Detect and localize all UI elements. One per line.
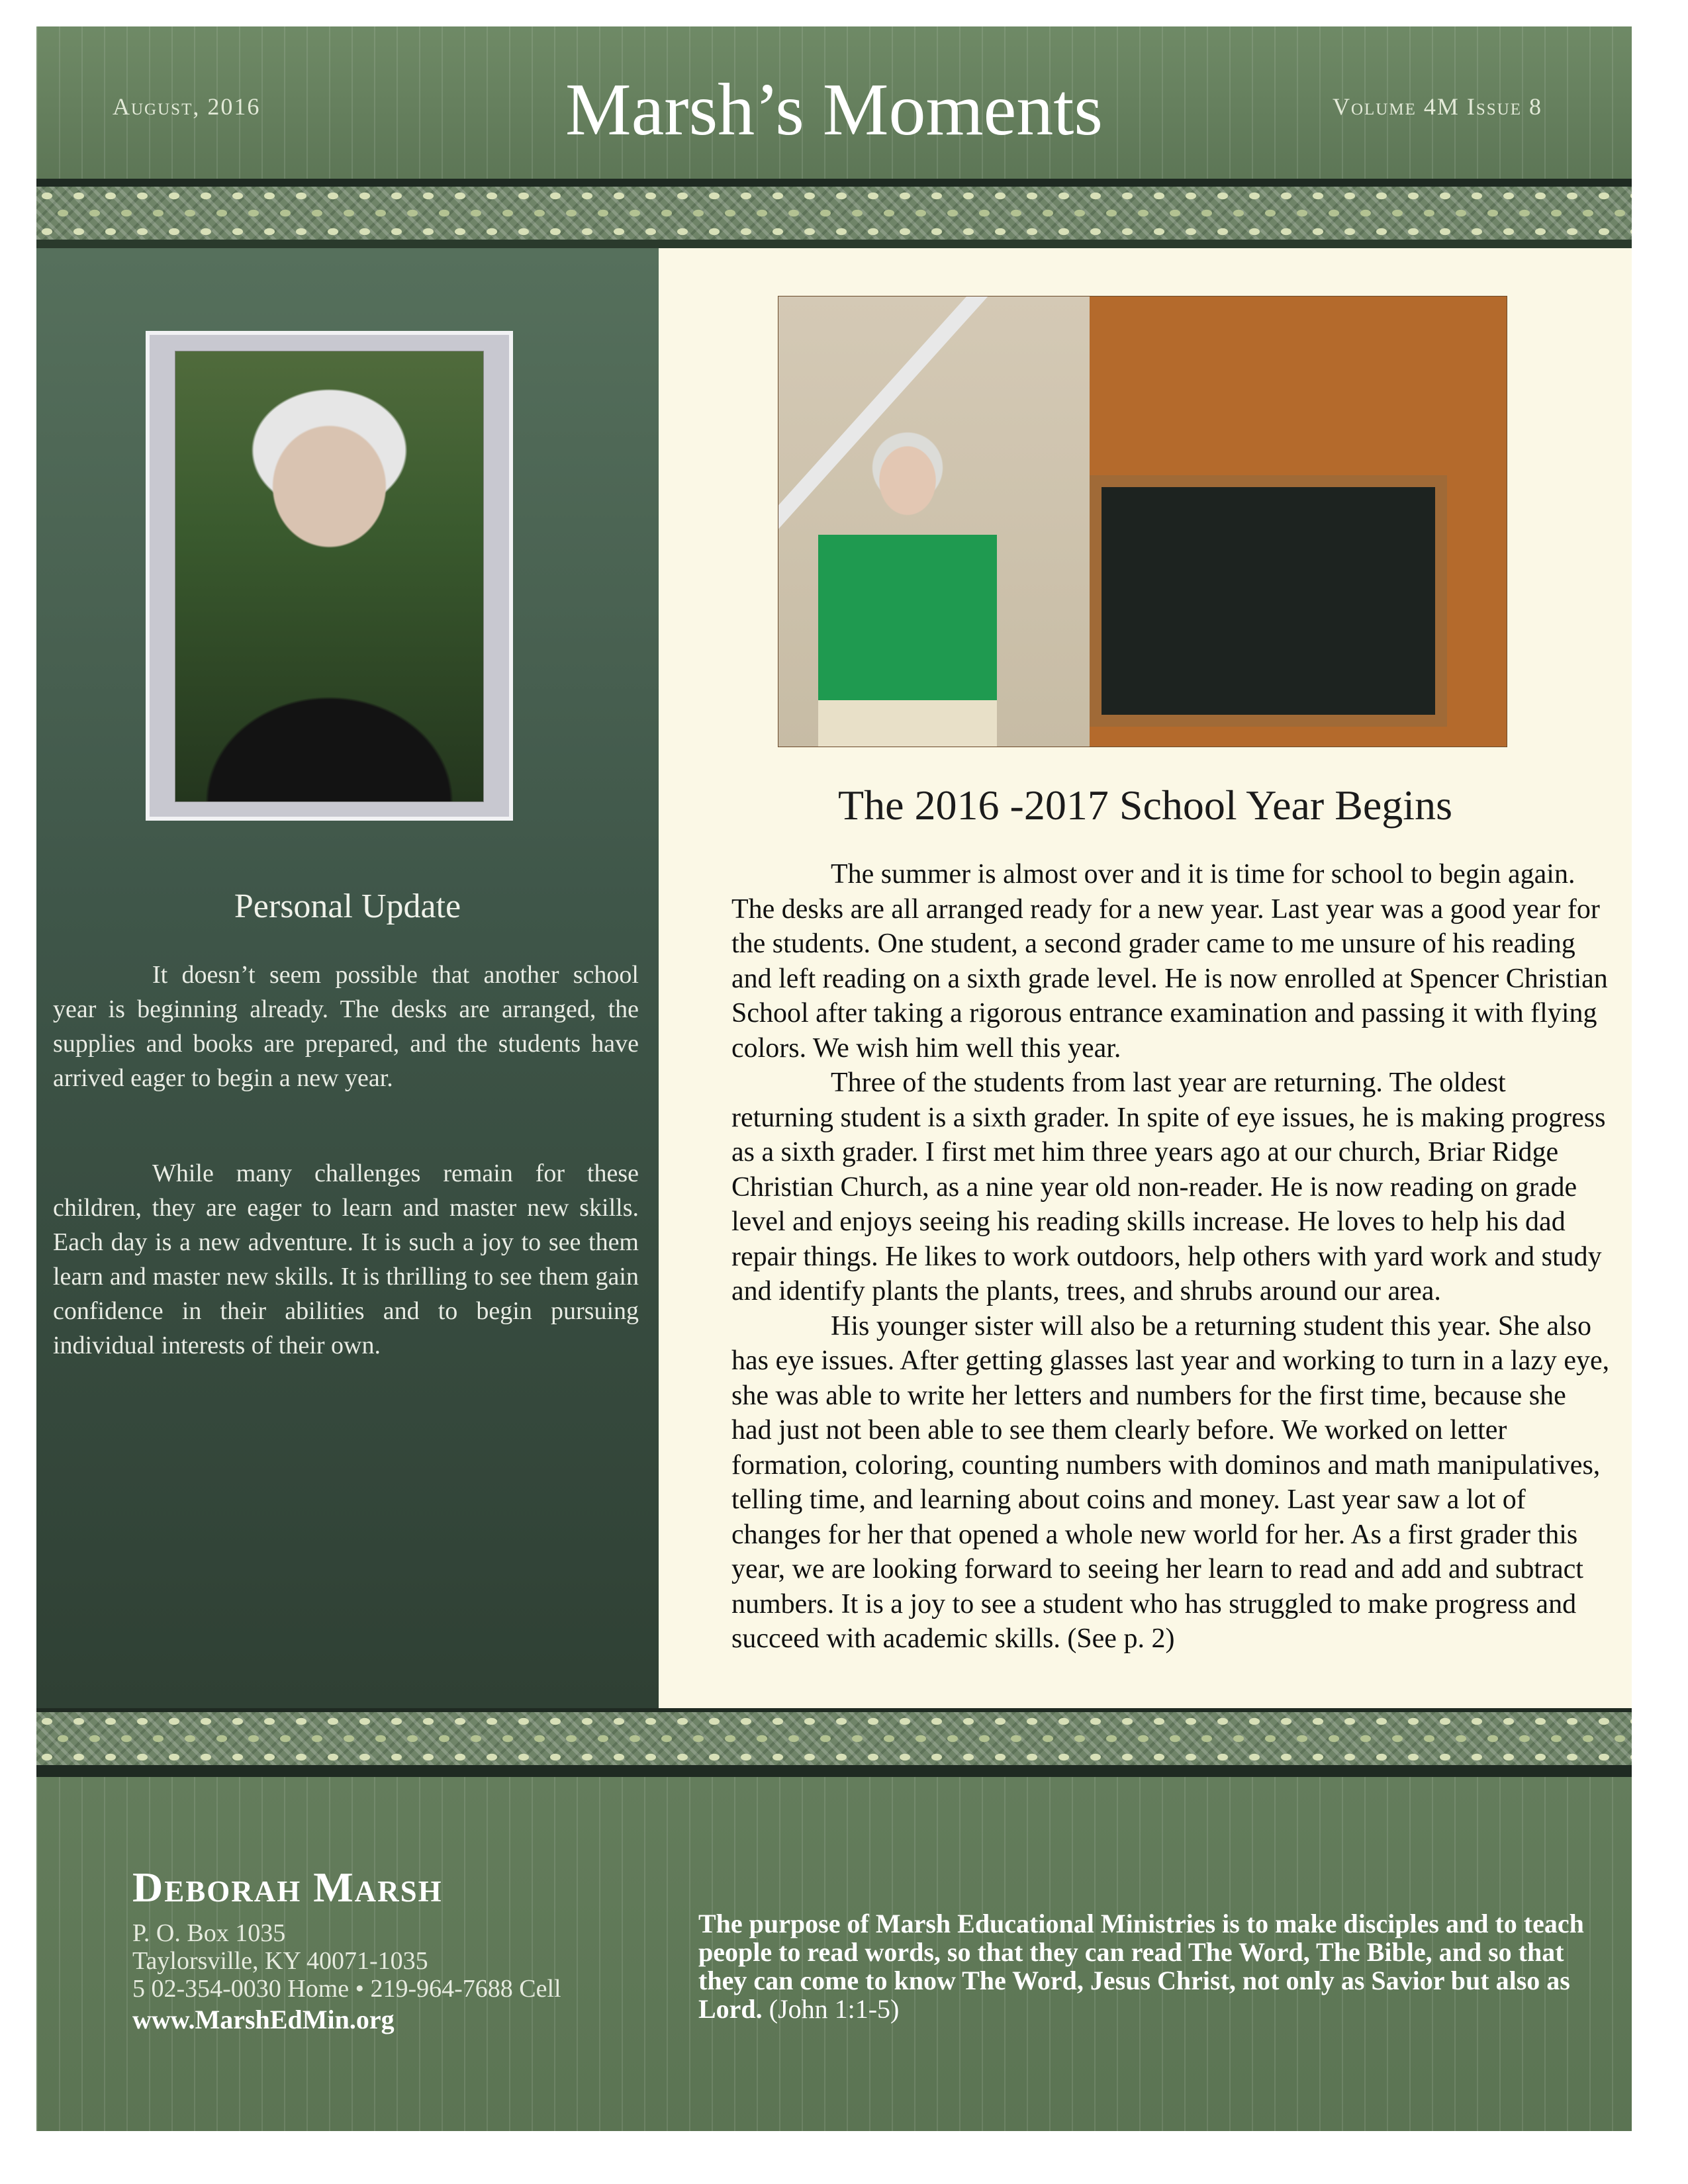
main-article bbox=[659, 248, 1632, 1708]
top-divider bbox=[36, 179, 1632, 187]
article-paragraph: Three of the students from last year are returning. The oldest returning student is a sixth grader. In spite of eye issues, he is making progress as a sixth grader. I first met him three years ago at our church, Briar Ridge Christian Church, as a nine year old non-reader. He is now reading on grade level and enjoys seeing his reading skills increase. He loves to help his dad repair things. He likes to work outdoors, help others with yard work and study and identify plants the plants, trees, and shrubs around our area. bbox=[731, 1068, 1606, 1306]
sidebar-paragraph: It doesn’t seem possible that another school year is beginning already. The desks are arranged, the supplies and books are prepared, and the students have arrived eager to begin a new year. bbox=[53, 961, 639, 1092]
contact-name: Deborah Marsh bbox=[132, 1864, 443, 1911]
bottom-divider-lower bbox=[36, 1765, 1632, 1777]
sidebar-paragraph: While many challenges remain for these children, they are eager to learn and master new skills. Each day is a new adventure. It is such a joy to see them learn and master new skills. It is thrilling to see them gain confidence in their abilities and to begin pursuing individual interests of their own. bbox=[53, 1160, 639, 1359]
newsletter-page bbox=[36, 26, 1632, 2131]
chalkboard bbox=[1090, 475, 1447, 727]
article-body bbox=[731, 857, 1612, 1657]
contact-city: Taylorsville, KY 40071-1035 bbox=[132, 1947, 428, 1975]
mission-statement bbox=[698, 1909, 1605, 2023]
author-portrait-photo bbox=[175, 351, 484, 802]
article-paragraph: His younger sister will also be a returning student this year. She also has eye issues. After getting glasses last year and working to turn in a lazy eye, she was able to write her letters and numbers for the first time, because she had just not been able to see them clearly before. We worked on letter formation, coloring, counting numbers with dominos and math manipulatives, telling time, and learning about coins and money. Last year saw a lot of changes for her that opened a whole new world for her. As a first grader this year, we are looking forward to seeing her learn to read and add and subtract numbers. It is a joy to see a student who has struggled to make progress and succeed with academic skills. (See p. 2) bbox=[731, 1310, 1610, 1654]
top-decorative-band bbox=[36, 187, 1632, 240]
footer bbox=[36, 1777, 1632, 2131]
teacher-figure bbox=[818, 422, 997, 747]
website-link[interactable]: www.MarshEdMin.org bbox=[132, 2005, 395, 2034]
masthead bbox=[36, 26, 1632, 179]
sidebar bbox=[36, 248, 659, 1708]
article-paragraph: The summer is almost over and it is time for school to begin again. The desks are all arranged ready for a new year. Last year was a good year for the students. One student, a second grader came to me unsure of his reading and left reading on a sixth grade level. He is now enrolled at Spencer Christian School after taking a rigorous entrance examination and passing it with flying colors. We wish him well this year. bbox=[731, 859, 1608, 1064]
bottom-decorative-band bbox=[36, 1712, 1632, 1765]
personal-update-heading: Personal Update bbox=[234, 887, 461, 925]
mission-text: The purpose of Marsh Educational Ministries is to make disciples and to teach people to read words, so that they can read The Word, The Bible, and so that they can come to know The Word, Jesus Christ, not only as Savior but also as Lord. bbox=[698, 1909, 1584, 2024]
contact-po-box: P. O. Box 1035 bbox=[132, 1919, 286, 1947]
contact-phones: 5 02-354-0030 Home • 219-964-7688 Cell bbox=[132, 1975, 561, 2003]
scripture-reference: (John 1:1-5) bbox=[769, 1994, 900, 2024]
classroom-photo bbox=[778, 296, 1507, 747]
issue-date: August, 2016 bbox=[113, 93, 261, 120]
portrait-frame bbox=[146, 331, 513, 821]
article-heading: The 2016 -2017 School Year Begins bbox=[838, 782, 1452, 829]
top-divider-lower bbox=[36, 240, 1632, 248]
issue-volume: Volume 4M Issue 8 bbox=[1332, 93, 1542, 120]
newsletter-title: Marsh’s Moments bbox=[565, 69, 1103, 151]
